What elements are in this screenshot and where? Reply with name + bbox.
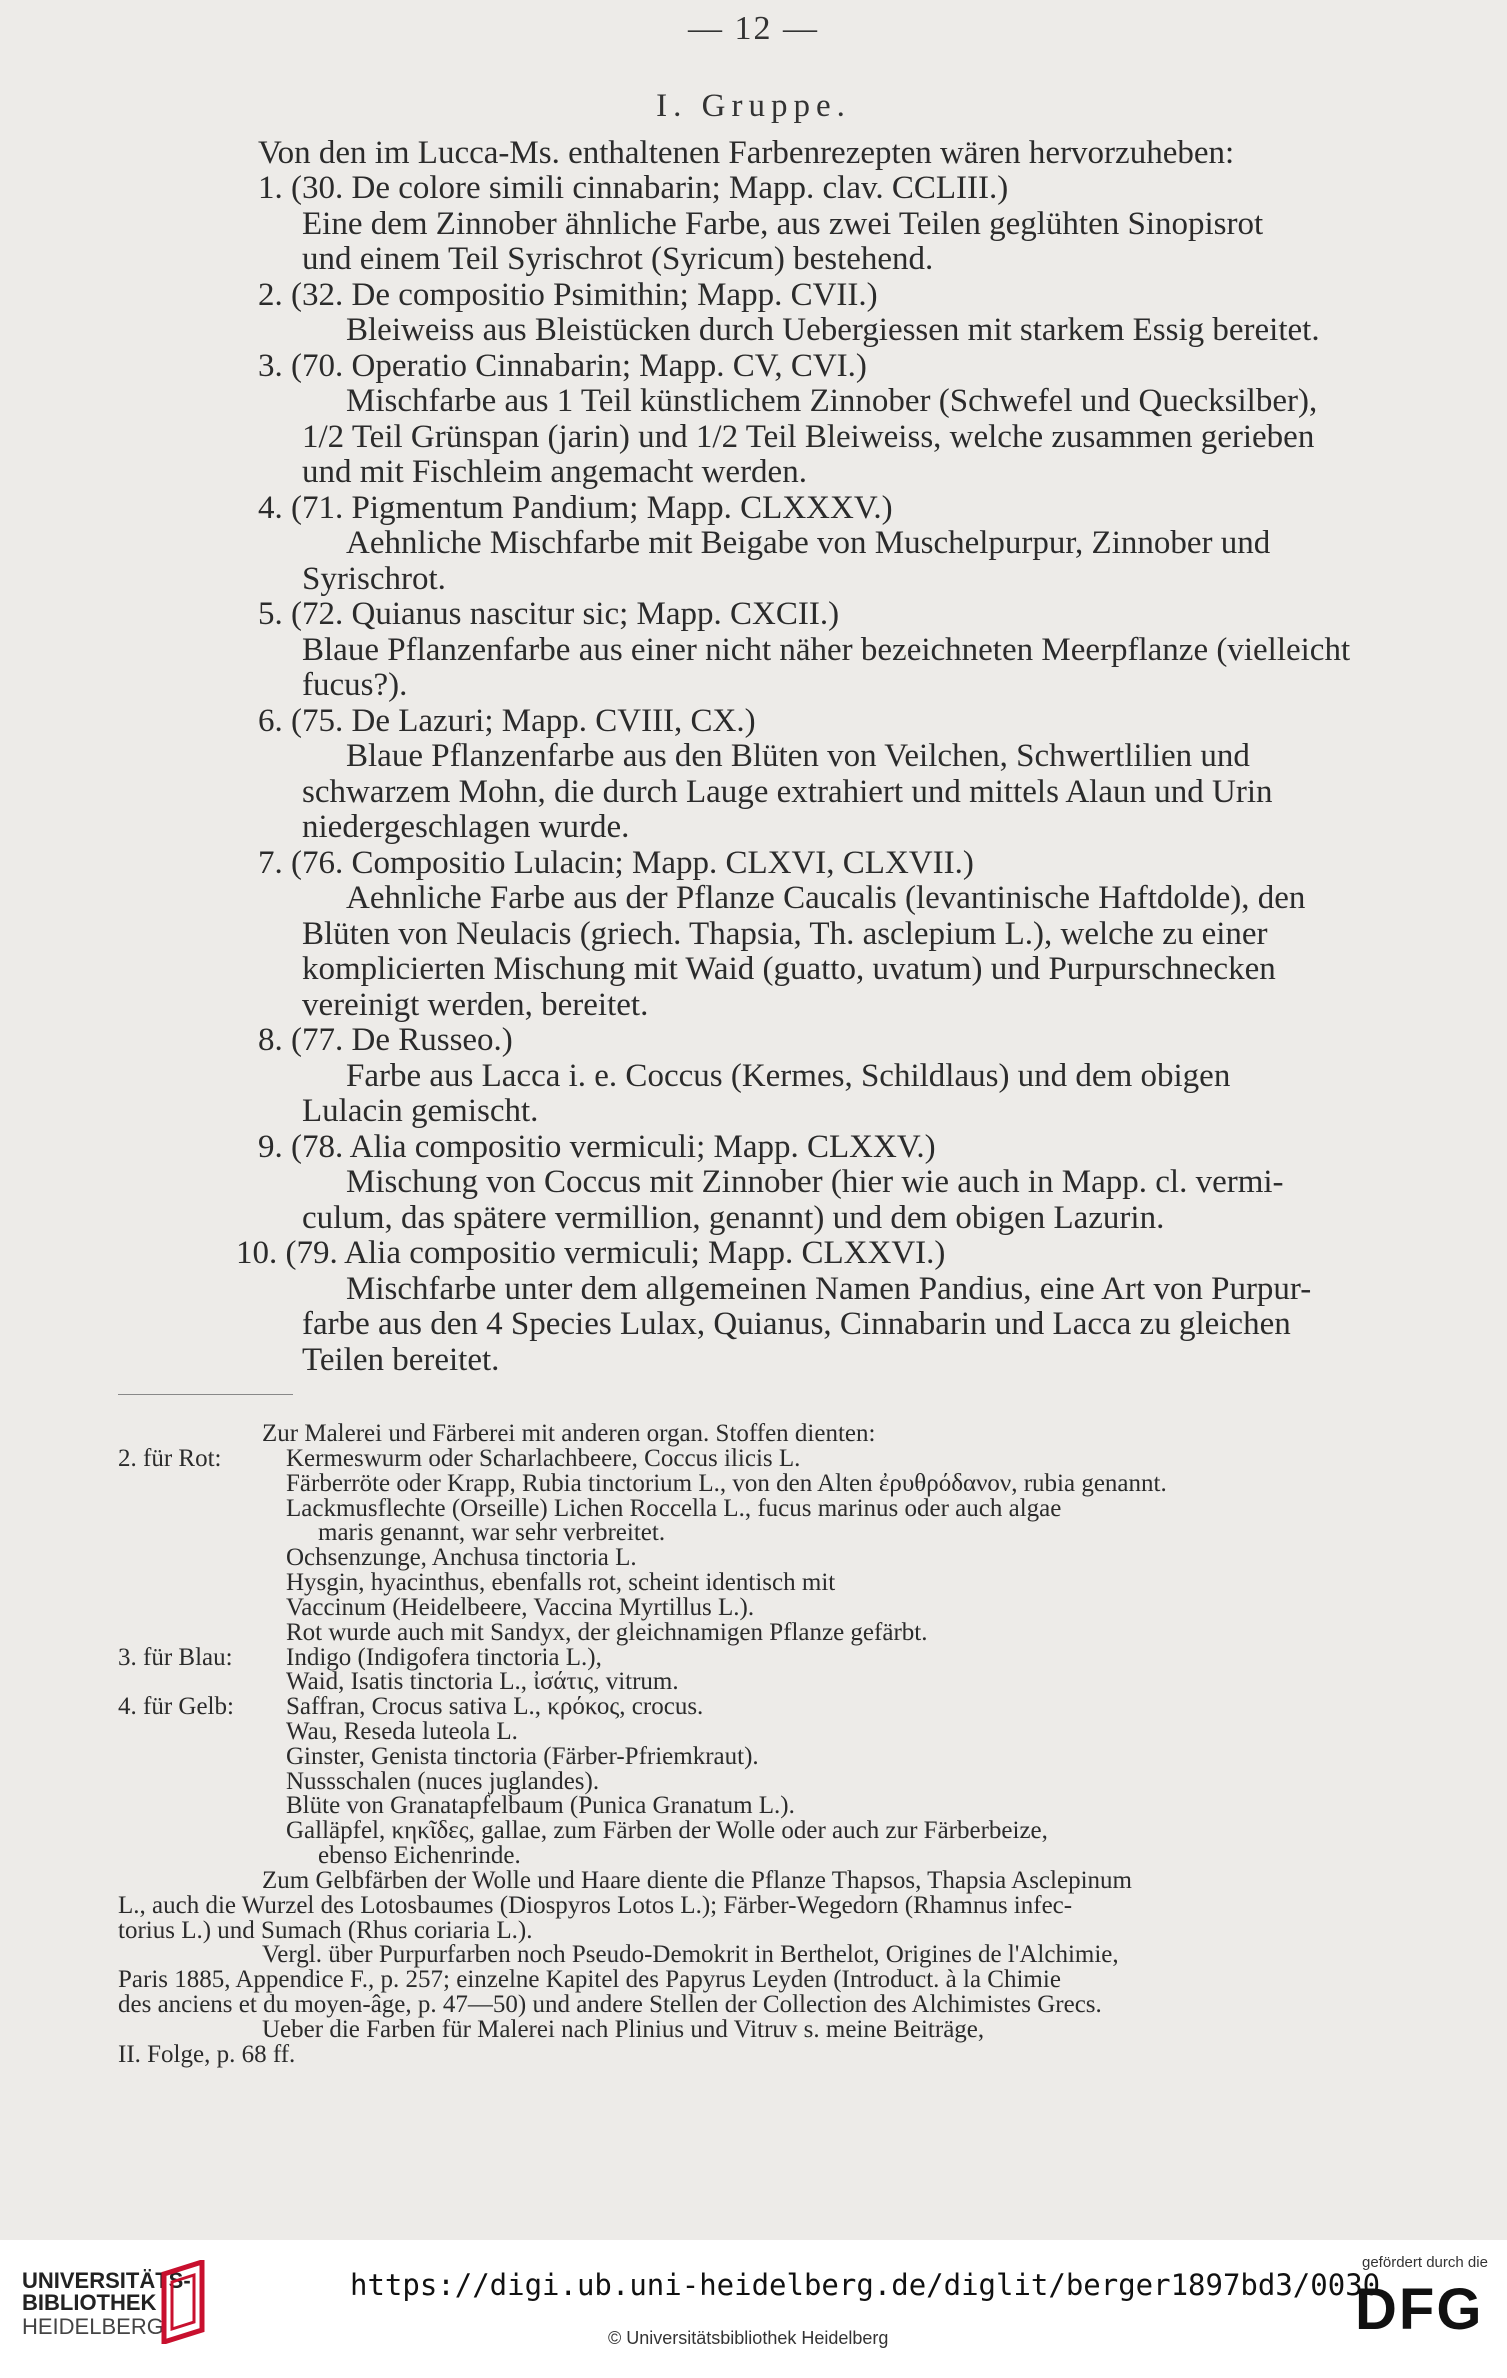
entry-head: 6. (75. De Lazuri; Mapp. CVIII, CX.): [258, 703, 756, 739]
entry-line: vereinigt werden, bereitet.: [302, 987, 649, 1023]
entry-head: 10. (79. Alia compositio vermiculi; Mapp. CLXXVI.): [236, 1235, 946, 1271]
entry-head: 5. (72. Quianus nascitur sic; Mapp. CXCII.): [258, 596, 840, 632]
footnote-line: Waid, Isatis tinctoria L., ἰσάτις, vitrum.: [286, 1668, 679, 1695]
entry-head: 8. (77. De Russeo.): [258, 1022, 513, 1058]
entry-line: Aehnliche Farbe aus der Pflanze Caucalis (levantinische Haftdolde), den: [346, 880, 1306, 916]
entry-line: schwarzem Mohn, die durch Lauge extrahiert und mittels Alaun und Urin: [302, 774, 1273, 810]
footnote-separator: [118, 1394, 293, 1395]
footnote-line: Nussschalen (nuces juglandes).: [286, 1768, 600, 1795]
footnote-line: maris genannt, war sehr verbreitet.: [318, 1519, 666, 1546]
entry-line: culum, das spätere vermillion, genannt) und dem obigen Lazurin.: [302, 1200, 1165, 1236]
entry-line: Blaue Pflanzenfarbe aus den Blüten von Veilchen, Schwertlilien und: [346, 738, 1250, 774]
entry-line: und mit Fischleim angemacht werden.: [302, 454, 807, 490]
group-heading: I. Gruppe.: [656, 88, 851, 124]
entry-line: Farbe aus Lacca i. e. Coccus (Kermes, Schildlaus) und dem obigen: [346, 1058, 1231, 1094]
entry-line: komplicierten Mischung mit Waid (guatto, uvatum) und Purpurschnecken: [302, 951, 1276, 987]
footnote-line: Blüte von Granatapfelbaum (Punica Granatum L.).: [286, 1792, 795, 1819]
footnote-line: Paris 1885, Appendice F., p. 257; einzelne Kapitel des Papyrus Leyden (Introduct. à la Chimie: [118, 1966, 1061, 1993]
entry-line: Teilen bereitet.: [302, 1342, 500, 1378]
footnote-line: ebenso Eichenrinde.: [318, 1842, 521, 1869]
footnote-line: L., auch die Wurzel des Lotosbaumes (Diospyros Lotos L.); Färber-Wegedorn (Rhamnus infec-: [118, 1892, 1073, 1919]
library-name-line1: UNIVERSITÄTS-: [22, 2268, 191, 2293]
entry-line: und einem Teil Syrischrot (Syricum) bestehend.: [302, 241, 934, 277]
footnote-line: Galläpfel, κηκῖδες, gallae, zum Färben der Wolle oder auch zur Färberbeize,: [286, 1817, 1048, 1844]
footnote-line: Rot wurde auch mit Sandyx, der gleichnamigen Pflanze gefärbt.: [286, 1619, 928, 1646]
footnote-line: Kermeswurm oder Scharlachbeere, Coccus ilicis L.: [286, 1445, 801, 1472]
entry-line: Lulacin gemischt.: [302, 1093, 539, 1129]
footnote-line: Zum Gelbfärben der Wolle und Haare diente die Pflanze Thapsos, Thapsia Asclepinum: [262, 1867, 1132, 1894]
footnote-line: Saffran, Crocus sativa L., κρόκος, crocus.: [286, 1693, 704, 1720]
funding-note: gefördert durch die: [1362, 2254, 1488, 2271]
footnote-line: Indigo (Indigofera tinctoria L.),: [286, 1644, 602, 1671]
entry-line: Eine dem Zinnober ähnliche Farbe, aus zwei Teilen geglühten Sinopisrot: [302, 206, 1264, 242]
entry-head: 1. (30. De colore simili cinnabarin; Mapp. clav. CCLIII.): [258, 170, 1009, 206]
footnote-line: II. Folge, p. 68 ff.: [118, 2041, 296, 2068]
footnote-heading: Zur Malerei und Färberei mit anderen organ. Stoffen dienten:: [262, 1420, 876, 1447]
entry-line: Blaue Pflanzenfarbe aus einer nicht näher bezeichneten Meerpflanze (vielleicht: [302, 632, 1351, 668]
footnote-line: Ueber die Farben für Malerei nach Plinius und Vitruv s. meine Beiträge,: [262, 2016, 985, 2043]
copyright-note: © Universitätsbibliothek Heidelberg: [608, 2328, 889, 2348]
entry-line: Mischfarbe aus 1 Teil künstlichem Zinnober (Schwefel und Quecksilber),: [346, 383, 1318, 419]
footnote-line: Färberröte oder Krapp, Rubia tinctorium L., von den Alten ἐρυθρόδανον, rubia genannt.: [286, 1470, 1167, 1497]
footnote-label-rot: 2. für Rot:: [118, 1445, 222, 1472]
entry-head: 7. (76. Compositio Lulacin; Mapp. CLXVI, CLXVII.): [258, 845, 974, 881]
footnote-label-blau: 3. für Blau:: [118, 1644, 233, 1671]
entry-line: fucus?).: [302, 667, 408, 703]
footnote-line: torius L.) und Sumach (Rhus coriaria L.).: [118, 1917, 533, 1944]
entry-line: farbe aus den 4 Species Lulax, Quianus, Cinnabarin und Lacca zu gleichen: [302, 1306, 1291, 1342]
footnote-line: Lackmusflechte (Orseille) Lichen Roccella L., fucus marinus oder auch algae: [286, 1495, 1062, 1522]
entry-head: 4. (71. Pigmentum Pandium; Mapp. CLXXXV.): [258, 490, 893, 526]
footnote-line: Wau, Reseda luteola L.: [286, 1718, 518, 1745]
footnote-line: Ochsenzunge, Anchusa tinctoria L.: [286, 1544, 637, 1571]
entry-line: Mischfarbe unter dem allgemeinen Namen Pandius, eine Art von Purpur-: [346, 1271, 1312, 1307]
permalink-url[interactable]: https://digi.ub.uni-heidelberg.de/diglit/berger1897bd3/0030: [350, 2268, 1381, 2302]
entry-line: Blüten von Neulacis (griech. Thapsia, Th. asclepium L.), welche zu einer: [302, 916, 1268, 952]
footnote-line: des anciens et du moyen-âge, p. 47—50) und andere Stellen der Collection des Alchimistes Grecs.: [118, 1991, 1102, 2018]
library-name-line3: HEIDELBERG: [22, 2314, 164, 2339]
page-number: — 12 —: [688, 10, 819, 47]
entry-head: 2. (32. De compositio Psimithin; Mapp. CVII.): [258, 277, 878, 313]
entry-line: Aehnliche Mischfarbe mit Beigabe von Muschelpurpur, Zinnober und: [346, 525, 1271, 561]
entry-head: 3. (70. Operatio Cinnabarin; Mapp. CV, CVI.): [258, 348, 867, 384]
library-logo-icon: [158, 2260, 210, 2344]
entry-line: Bleiweiss aus Bleistücken durch Uebergiessen mit starkem Essig bereitet.: [346, 312, 1320, 348]
footnote-line: Vergl. über Purpurfarben noch Pseudo-Demokrit in Berthelot, Origines de l'Alchimie,: [262, 1941, 1119, 1968]
entry-line: 1/2 Teil Grünspan (jarin) und 1/2 Teil Bleiweiss, welche zusammen gerieben: [302, 419, 1315, 455]
entry-line: niedergeschlagen wurde.: [302, 809, 630, 845]
intro-line: Von den im Lucca-Ms. enthaltenen Farbenrezepten wären hervorzuheben:: [258, 135, 1235, 171]
library-name-line2: BIBLIOTHEK: [22, 2290, 157, 2315]
entry-line: Syrischrot.: [302, 561, 446, 597]
footnote-label-gelb: 4. für Gelb:: [118, 1693, 234, 1720]
dfg-logo: DFG: [1355, 2277, 1484, 2342]
footer-bar: [0, 2240, 1507, 2378]
footnote-line: Hysgin, hyacinthus, ebenfalls rot, scheint identisch mit: [286, 1569, 836, 1596]
entry-line: Mischung von Coccus mit Zinnober (hier wie auch in Mapp. cl. vermi-: [346, 1164, 1284, 1200]
footnote-line: Vaccinum (Heidelbeere, Vaccina Myrtillus L.).: [286, 1594, 755, 1621]
entry-head: 9. (78. Alia compositio vermiculi; Mapp. CLXXV.): [258, 1129, 936, 1165]
footnote-line: Ginster, Genista tinctoria (Färber-Pfriemkraut).: [286, 1743, 759, 1770]
